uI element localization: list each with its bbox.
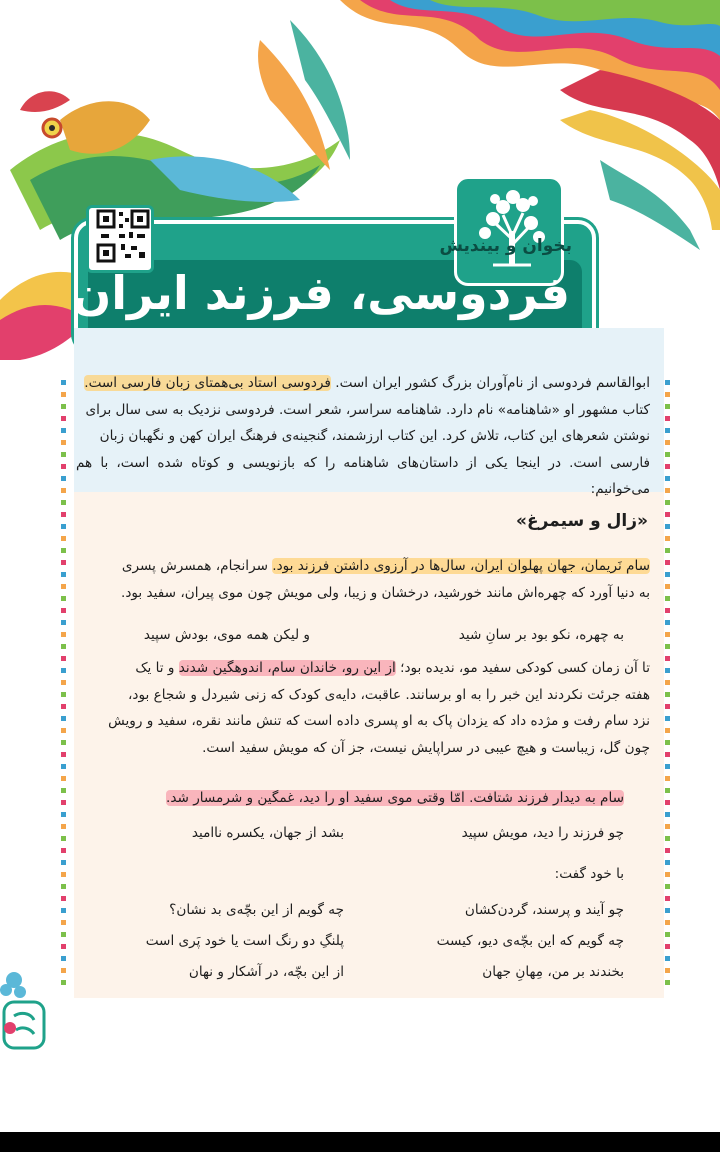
border-dot: [665, 824, 670, 829]
border-dot: [665, 836, 670, 841]
border-dot: [665, 512, 670, 517]
border-dot: [665, 944, 670, 949]
verse-right: به چهره، نکو بود بر سانِ شید: [458, 627, 624, 643]
story-line: سام نَریمان، جهان پهلوان ایران، سال‌ها در آرزوی داشتن فرزند بود. سرانجام، همسرش پسری: [121, 558, 650, 574]
border-dot: [61, 404, 66, 409]
border-dot: [61, 764, 66, 769]
border-dot: [61, 488, 66, 493]
border-dot: [61, 380, 66, 385]
border-dot: [61, 812, 66, 817]
farsi-book-logo-icon: [0, 968, 52, 1054]
border-dot: [61, 752, 66, 757]
border-dot: [665, 860, 670, 865]
verse-right: چه گویم که این بچّه‌ی دیو، کیست: [436, 933, 624, 949]
border-dot: [61, 644, 66, 649]
border-dot: [665, 908, 670, 913]
border-dot: [665, 680, 670, 685]
border-dot: [665, 632, 670, 637]
border-dot: [61, 680, 66, 685]
border-dot: [61, 860, 66, 865]
border-dot: [61, 728, 66, 733]
border-dot: [665, 764, 670, 769]
border-dot: [665, 716, 670, 721]
border-dot: [61, 824, 66, 829]
border-dot: [665, 968, 670, 973]
border-dot: [665, 488, 670, 493]
border-dot: [61, 572, 66, 577]
border-dot: [665, 608, 670, 613]
border-dot: [61, 776, 66, 781]
border-dot: [665, 920, 670, 925]
page-title: فردوسی، فرزند ایران: [72, 266, 570, 320]
intro-line: کتاب مشهور او «شاهنامه» نام دارد. شاهنامه سراسر، شعر است. فردوسی نزدیک به سی سال برای: [85, 401, 650, 418]
border-dot: [665, 440, 670, 445]
border-dot: [61, 632, 66, 637]
border-dot: [665, 752, 670, 757]
border-dot: [61, 428, 66, 433]
verse-left: بشد از جهان، یکسره ناامید: [191, 825, 344, 841]
border-dot: [665, 500, 670, 505]
border-dot: [61, 848, 66, 853]
dotted-border-left: [60, 380, 68, 992]
story-paragraph-3: [166, 785, 624, 812]
border-dot: [61, 668, 66, 673]
border-dot: [665, 800, 670, 805]
border-dot: [61, 560, 66, 565]
border-dot: [61, 944, 66, 949]
border-dot: [61, 884, 66, 889]
story-line: به دنیا آورد که چهره‌اش مانند خورشید، درخشان و زیبا، ولی مویش چون موی پیران، سفید بود.: [121, 584, 650, 601]
border-dot: [61, 896, 66, 901]
border-dot: [61, 800, 66, 805]
intro-paragraph: [76, 370, 650, 503]
border-dot: [61, 872, 66, 877]
highlight-pink: از این رو، خاندان سام، اندوهگین شدند: [178, 660, 396, 676]
border-dot: [665, 584, 670, 589]
border-dot: [61, 476, 66, 481]
border-dot: [61, 980, 66, 985]
border-dot: [665, 812, 670, 817]
border-dot: [61, 584, 66, 589]
border-dot: [61, 932, 66, 937]
border-dot: [61, 740, 66, 745]
border-dot: [665, 848, 670, 853]
highlight-yellow: فردوسی استاد بی‌همتای زبان فارسی است.: [84, 375, 331, 391]
story-line: چون گل، زیباست و هیچ عیبی در سراپایش نیست، جز آن که مویش سفید است.: [202, 739, 650, 756]
story-line: هفته جرئت نکردند این خبر را به او برسانند. عاقبت، دایه‌ی کودک که زنی شیردل و شجاع بود،: [128, 686, 650, 703]
bottom-bar: [0, 1132, 720, 1152]
border-dot: [665, 740, 670, 745]
intro-line: ابوالقاسم فردوسی از نام‌آوران بزرگ کشور ایران است. فردوسی استاد بی‌همتای زبان فارسی است.: [84, 375, 650, 391]
verse-right: چو فرزند را دید، مویش سپید: [461, 825, 624, 841]
border-dot: [665, 620, 670, 625]
border-dot: [665, 524, 670, 529]
border-dot: [61, 512, 66, 517]
intro-line: فارسی است. در اینجا یکی از داستان‌های شاهنامه را که بازنویسی و کوتاه شده است، با هم می‌خوانیم:: [76, 454, 650, 497]
border-dot: [61, 692, 66, 697]
border-dot: [665, 416, 670, 421]
border-dot: [665, 896, 670, 901]
border-dot: [665, 596, 670, 601]
border-dot: [665, 428, 670, 433]
verse-right: چو آیند و پرسند، گردن‌کشان: [464, 902, 624, 918]
border-dot: [61, 392, 66, 397]
border-dot: [665, 776, 670, 781]
border-dot: [61, 836, 66, 841]
highlight-pink: سام به دیدار فرزند شتافت. امّا وقتی موی سفید او را دید، غمگین و شرمسار شد.: [166, 790, 624, 806]
border-dot: [61, 956, 66, 961]
border-dot: [61, 596, 66, 601]
verse-left: از این بچّه، در آشکار و نهان: [188, 964, 344, 980]
story-line: نزد سام رفت و مژده داد که یزدان پاک به او پسری داده است که تنش مانند نقره، سفید و رویش: [108, 713, 650, 729]
border-dot: [665, 452, 670, 457]
border-dot: [61, 416, 66, 421]
border-dot: [61, 920, 66, 925]
border-dot: [61, 908, 66, 913]
border-dot: [665, 692, 670, 697]
border-dot: [61, 440, 66, 445]
story-title: «زال و سیمرغ»: [516, 511, 648, 531]
border-dot: [665, 380, 670, 385]
border-dot: [665, 884, 670, 889]
border-dot: [665, 728, 670, 733]
border-dot: [61, 656, 66, 661]
border-dot: [665, 932, 670, 937]
border-dot: [665, 464, 670, 469]
story-line: تا آن زمان کسی کودکی سفید مو، ندیده بود؛ از این رو، خاندان سام، اندوهگین شدند و تا یک: [135, 660, 650, 676]
verse-right: بخندند بر من، مِهانِ جهان: [482, 964, 624, 980]
border-dot: [665, 548, 670, 553]
verse-left: پلنگِ دو رنگ است یا خود پَری است: [145, 933, 344, 949]
border-dot: [665, 644, 670, 649]
border-dot: [665, 404, 670, 409]
story-paragraph-2: [76, 655, 650, 761]
border-dot: [665, 560, 670, 565]
border-dot: [61, 452, 66, 457]
story-paragraph-1: [76, 553, 650, 606]
border-dot: [665, 872, 670, 877]
border-dot: [61, 464, 66, 469]
border-dot: [665, 392, 670, 397]
dotted-border-right: [664, 380, 672, 992]
border-dot: [61, 536, 66, 541]
lesson-subtitle: بخوان و بیندیش: [439, 236, 572, 256]
verse-left: چه گویم از این بچّه‌ی بد نشان؟: [169, 902, 344, 918]
border-dot: [665, 980, 670, 985]
border-dot: [61, 500, 66, 505]
said-line: با خود گفت:: [554, 866, 624, 882]
border-dot: [665, 704, 670, 709]
qr-code-icon[interactable]: [86, 205, 154, 273]
border-dot: [61, 608, 66, 613]
highlight-yellow: سام نَریمان، جهان پهلوان ایران، سال‌ها در آرزوی داشتن فرزند بود.: [272, 558, 650, 574]
border-dot: [665, 788, 670, 793]
border-dot: [665, 536, 670, 541]
border-dot: [665, 572, 670, 577]
verse-left: و لیکن همه موی، بودش سپید: [143, 627, 310, 643]
border-dot: [61, 716, 66, 721]
border-dot: [665, 956, 670, 961]
intro-line: نوشتن شعرهای این کتاب، تلاش کرد. این کتاب ارزشمند، گنجینه‌ی فرهنگ ایران کهن و نگهبان زبان: [99, 428, 650, 444]
border-dot: [665, 668, 670, 673]
border-dot: [61, 968, 66, 973]
border-dot: [665, 476, 670, 481]
border-dot: [61, 704, 66, 709]
border-dot: [61, 524, 66, 529]
border-dot: [665, 656, 670, 661]
border-dot: [61, 788, 66, 793]
border-dot: [61, 620, 66, 625]
border-dot: [61, 548, 66, 553]
